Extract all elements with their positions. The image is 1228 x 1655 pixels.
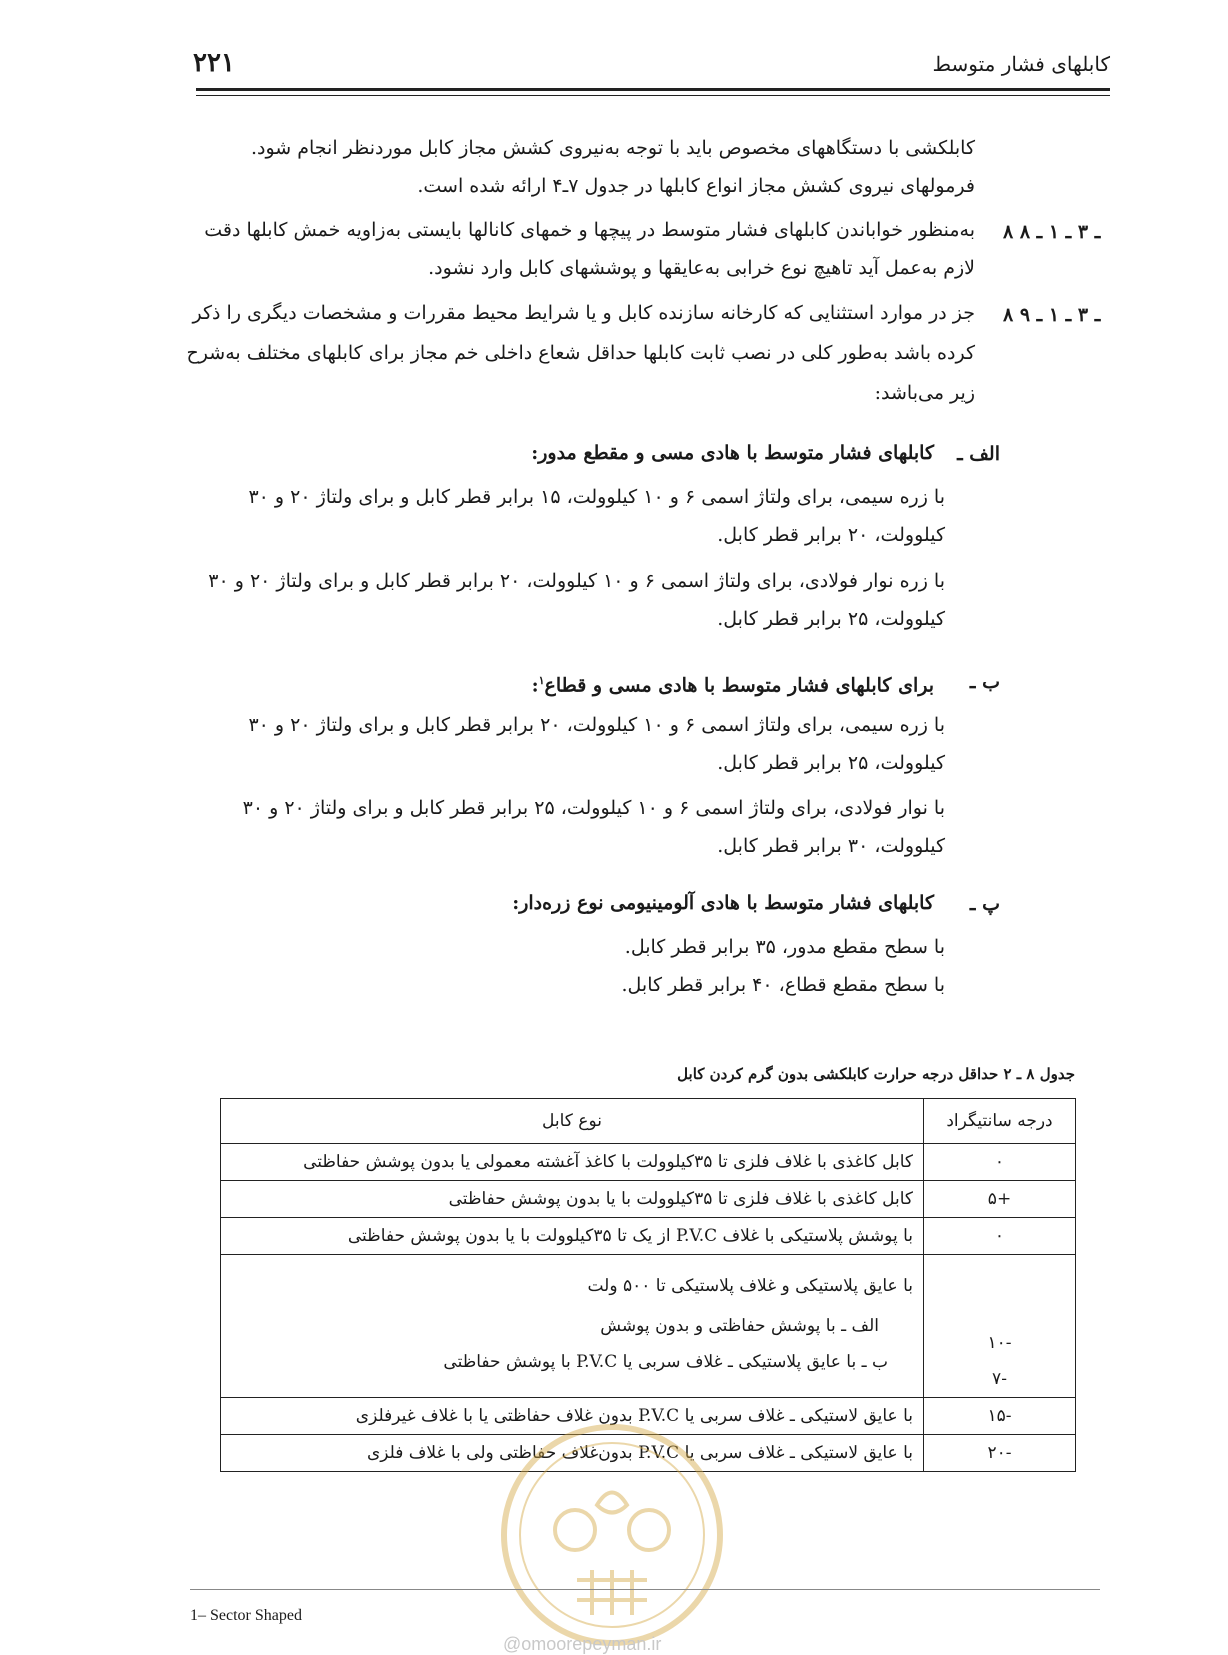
cell-cable-type: با عایق لاستیکی ـ غلاف سربی یا P.V.C بدون غلاف حفاظتی یا با غلاف غیرفلزی <box>221 1398 924 1435</box>
item-letter-pe: پ ـ <box>969 893 1000 915</box>
cell-degree: +۵ <box>924 1181 1076 1218</box>
watermark-text: @omoorepeyman.ir <box>503 1634 662 1654</box>
cell-cable-subtype: ب ـ با عایق پلاستیکی ـ غلاف سربی یا P.V.C با پوشش حفاظتی <box>443 1352 888 1372</box>
cell-cable-type: کابل کاغذی با غلاف فلزی تا ۳۵کیلوولت با یا بدون پوشش حفاظتی <box>221 1181 924 1218</box>
footnote-marker: ۱ <box>538 674 545 687</box>
item-letter-alef: الف ـ <box>957 443 1000 465</box>
cell-cable-type: با عایق لاستیکی ـ غلاف سربی یا P.V.C بدون‌غلاف حفاظتی ولی با غلاف فلزی <box>221 1435 924 1472</box>
header-rule-thick <box>196 88 1110 91</box>
cell-degree: -۷ <box>992 1369 1007 1389</box>
intro-line-2: فرمولهای نیروی کشش مجاز انواع کابلها در جدول ۷ـ۴ ارائه شده است. <box>417 175 975 197</box>
item-be-title-colon: : <box>531 674 539 697</box>
table-row <box>221 1144 1076 1181</box>
cell-degree: ۰ <box>924 1144 1076 1181</box>
cell-cable-type-group <box>221 1255 924 1398</box>
min-temperature-table <box>220 1098 1076 1472</box>
cell-degree: -۲۰ <box>924 1435 1076 1472</box>
cell-degree: -۱۰ <box>987 1333 1012 1353</box>
cell-cable-type: با عایق پلاستیکی و غلاف پلاستیکی تا ۵۰۰ ولت <box>587 1276 913 1296</box>
sec9-line-2: کرده باشد به‌طور کلی در نصب ثابت کابلها حداقل شعاع داخلی خم مجاز برای کابلهای مختلف به‌شرح <box>186 342 975 364</box>
cell-degree-group <box>924 1255 1076 1398</box>
cell-degree: -۱۵ <box>924 1398 1076 1435</box>
table-row-group <box>221 1255 1076 1398</box>
item-be-p2-line-2: کیلوولت، ۳۰ برابر قطر کابل. <box>717 835 945 857</box>
running-header-title: کابلهای فشار متوسط <box>932 52 1110 76</box>
cell-cable-subtype: الف ـ با پوشش حفاظتی و بدون پوشش <box>600 1316 879 1336</box>
item-alef-p1-line-1: با زره سیمی، برای ولتاژ اسمی ۶ و ۱۰ کیلوولت، ۱۵ برابر قطر کابل و برای ولتاژ ۲۰ و ۳۰ <box>248 486 945 508</box>
item-be-p1-line-1: با زره سیمی، برای ولتاژ اسمی ۶ و ۱۰ کیلوولت، ۲۰ برابر قطر کابل و برای ولتاژ ۲۰ و ۳۰ <box>248 714 945 736</box>
item-pe-title: کابلهای فشار متوسط با هادی آلومینیومی نوع زره‌دار: <box>512 892 934 914</box>
item-pe-line-2: با سطح مقطع قطاع، ۴۰ برابر قطر کابل. <box>621 974 945 996</box>
seal-stamp <box>497 1420 727 1650</box>
column-header-cable-type: نوع کابل <box>221 1099 924 1144</box>
item-be-p2-line-1: با نوار فولادی، برای ولتاژ اسمی ۶ و ۱۰ کیلوولت، ۲۵ برابر قطر کابل و برای ولتاژ ۲۰ و ۳۰ <box>242 797 945 819</box>
sec9-line-3: زیر می‌باشد: <box>874 382 975 404</box>
intro-line-1: کابلکشی با دستگاههای مخصوص باید با توجه به‌نیروی کشش مجاز کابل موردنظر انجام شود. <box>250 137 975 159</box>
item-pe-line-1: با سطح مقطع مدور، ۳۵ برابر قطر کابل. <box>624 936 945 958</box>
cell-cable-type: کابل کاغذی با غلاف فلزی تا ۳۵کیلوولت با کاغذ آغشته معمولی یا بدون پوشش حفاظتی <box>221 1144 924 1181</box>
item-be-p1-line-2: کیلوولت، ۲۵ برابر قطر کابل. <box>717 752 945 774</box>
item-be-title-text: برای کابلهای فشار متوسط با هادی مسی و قطاع <box>544 674 934 697</box>
sec8-line-1: به‌منظور خواباندن کابلهای فشار متوسط در پیچها و خمهای کانالها بایستی به‌زاویه خمش کابلها دقت <box>204 219 975 241</box>
page-number: ۲۲۱ <box>193 48 235 78</box>
cell-degree: ۰ <box>924 1218 1076 1255</box>
table-row <box>221 1218 1076 1255</box>
sec9-line-1: جز در موارد استثنایی که کارخانه سازنده کابل و یا شرایط محیط مقررات و مشخصات دیگری را ذکر <box>192 302 975 324</box>
footnote-text: 1– Sector Shaped <box>190 1607 302 1624</box>
header-rule-thin <box>196 95 1110 96</box>
table-row <box>221 1181 1076 1218</box>
section-number-8-3-1-9: ۸ ـ ۳ ـ ۱ ـ ۹ <box>1003 304 1101 326</box>
item-alef-p1-line-2: کیلوولت، ۲۰ برابر قطر کابل. <box>717 524 945 546</box>
item-letter-be: ب ـ <box>969 671 1000 693</box>
table-header-row <box>221 1099 1076 1144</box>
sec8-line-2: لازم به‌عمل آید تاهیچ نوع خرابی به‌عایقها و پوششهای کابل وارد نشود. <box>428 257 975 279</box>
item-alef-title: کابلهای فشار متوسط با هادی مسی و مقطع مدور: <box>531 442 934 464</box>
footnote-rule <box>190 1589 1100 1590</box>
table-caption: جدول ۸ ـ ۲ حداقل درجه حرارت کابلکشی بدون گرم کردن کابل <box>677 1065 1075 1083</box>
item-be-title <box>532 662 934 704</box>
item-alef-p2-line-2: کیلوولت، ۲۵ برابر قطر کابل. <box>717 608 945 630</box>
section-number-8-3-1-8: ۸ ـ ۳ ـ ۱ ـ ۸ <box>1003 221 1101 243</box>
column-header-degree: درجه سانتیگراد <box>924 1099 1076 1144</box>
item-alef-p2-line-1: با زره نوار فولادی، برای ولتاژ اسمی ۶ و ۱۰ کیلوولت، ۲۰ برابر قطر کابل و برای ولتاژ ۲۰ و ۳۰ <box>208 570 945 592</box>
cell-cable-type: با پوشش پلاستیکی با غلاف P.V.C از یک تا ۳۵کیلوولت با یا بدون پوشش حفاظتی <box>221 1218 924 1255</box>
